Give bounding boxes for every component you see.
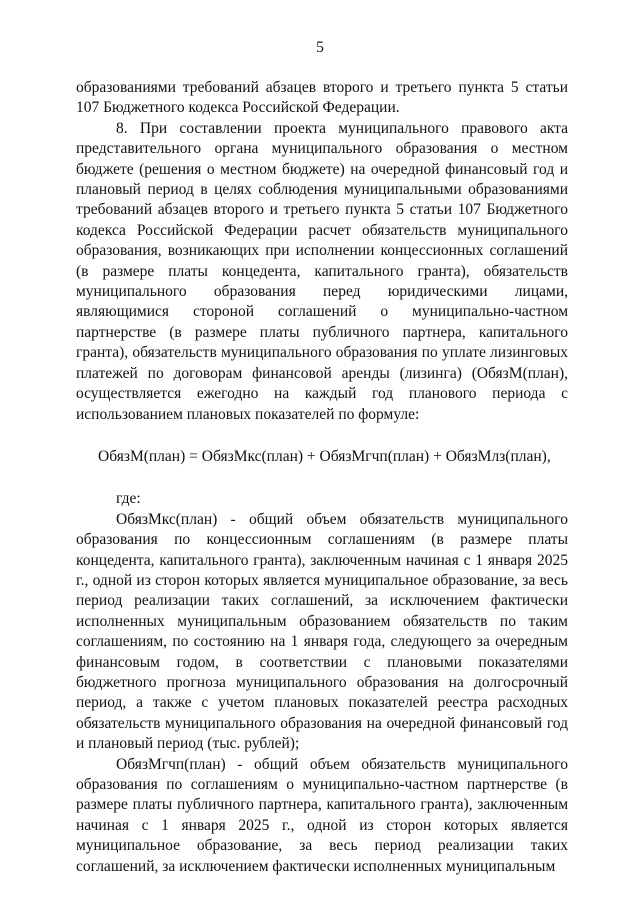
definition-obyazmks: ОбязМкс(план) - общий объем обязательств муниципального образования по концессионным соглашениям (в размере платы концедента, капитального гранта), заключенным начиная с 1 января 2025 г., одной из сторон которых является муниципальное образование, за весь период реализации таких соглашений, за исключением фактически исполненных муниципальным образованием обязательств по таким соглашениям, по состоянию на 1 января года, следующего за очередным финансовым годом, в соответствии с плановыми показателями бюджетного прогноза муниципального образования на долгосрочный период, а также с учетом плановых показателей реестра расходных обязательств муниципального образования на очередной финансовый год и плановый период (тыс. рублей); [76,510,568,753]
where-label: где: [116,490,141,508]
paragraph-continuation: образованиями требований абзацев второго и третьего пункта 5 статьи 107 Бюджетного кодекса Российской Федерации. [76,79,568,117]
document-body [76,78,568,877]
formula: ОбязМ(план) = ОбязМкс(план) + ОбязМгчп(план) + ОбязМлз(план), [98,447,551,465]
paragraph-item-8: 8. При составлении проекта муниципального правового акта представительного органа муниципального образования о местном бюджете (решения о местном бюджете) на очередной финансовый год и плановый период в целях соблюдения муниципальными образованиями требований абзацев второго и третьего пункта 5 статьи 107 Бюджетного кодекса Российской Федерации расчет обязательств муниципального образования, возникающих при исполнении концессионных соглашений (в размере платы концедента, капитального гранта), обязательств муниципального образования перед юридическими лицами, являющимися стороной соглашений о муниципально-частном партнерстве (в размере платы публичного партнера, капитального гранта), обязательств муниципального образования по уплате лизинговых платежей по договорам финансовой аренды (лизинга) (ОбязМ(план), осуществляется ежегодно на каждый год планового периода с использованием плановых показателей по формуле: [76,119,568,423]
definition-obyazmgchp: ОбязМгчп(план) - общий объем обязательств муниципального образования по соглашениям о муниципально-частном партнерстве (в размере платы публичного партнера, капитального гранта), заключенным начиная с 1 января 2025 г., одной из сторон которых является муниципальное образование, за весь период реализации таких соглашений, за исключением фактически исполненных муниципальным [76,755,568,875]
page-number: 5 [316,39,324,56]
